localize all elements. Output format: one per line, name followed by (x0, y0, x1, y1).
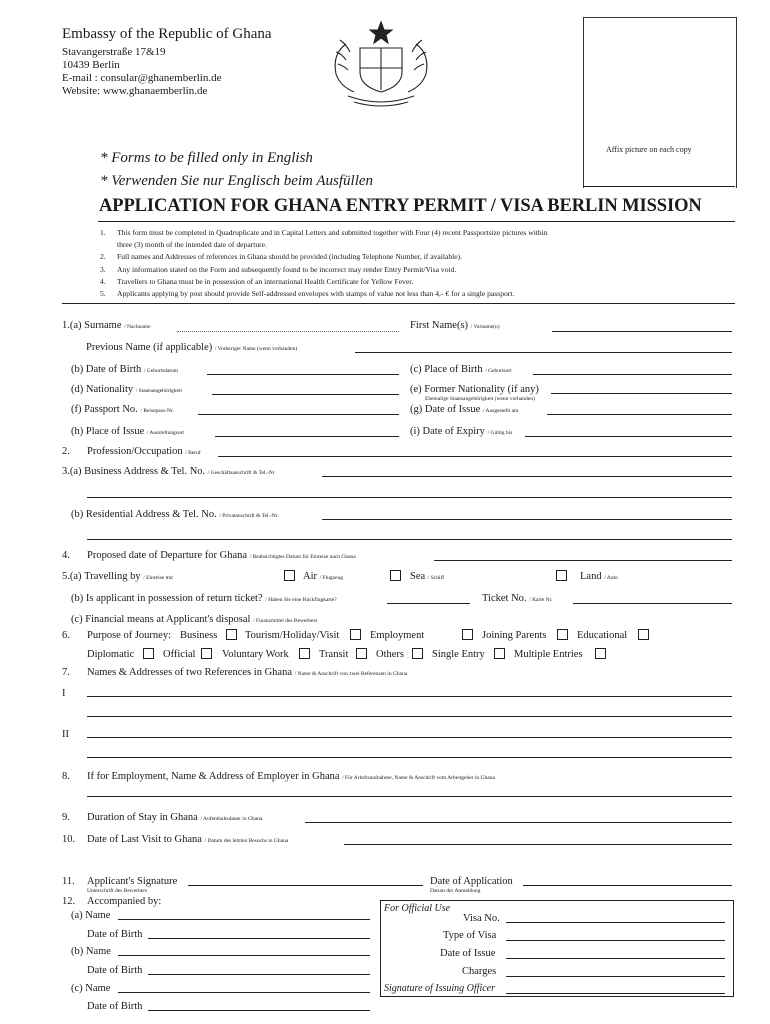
dob-field[interactable] (207, 374, 399, 375)
nationality-field[interactable] (212, 394, 399, 395)
accompanied-b-name-label: (b) Name (71, 946, 111, 957)
first-name-field[interactable] (552, 331, 732, 332)
embassy-street: Stavangerstraße 17&19 (62, 46, 166, 58)
single-entry-checkbox[interactable] (494, 648, 505, 659)
q5b-label: (b) Is applicant in possession of return ticket? / Haben Sie eine Rückflugkarte? (71, 593, 337, 604)
reference-1-label: I (62, 688, 66, 699)
instruction-number: 3. (100, 264, 106, 274)
others-checkbox[interactable] (412, 648, 423, 659)
embassy-name: Embassy of the Republic of Ghana (62, 26, 272, 42)
sea-checkbox[interactable] (390, 570, 401, 581)
date-issue-field[interactable] (547, 414, 732, 415)
q5a-label: 5.(a) Travelling by / Einreise mit (62, 571, 173, 582)
business-address-field[interactable] (322, 476, 732, 477)
q2-label: 2. Profession/Occupation / Beruf (62, 446, 201, 457)
place-issue-label: (h) Place of Issue / Ausstellungsort (71, 426, 184, 437)
expiry-field[interactable] (525, 436, 732, 437)
accompanied-a-dob-label: Date of Birth (87, 929, 143, 940)
signature-field[interactable] (188, 885, 423, 886)
official-date-issue-label: Date of Issue (440, 948, 496, 959)
q3b-label: (b) Residential Address & Tel. No. / Privatanschrift & Tel.-Nr. (71, 509, 279, 520)
embassy-email: E-mail : consular@ghanemberlin.de (62, 72, 222, 84)
business-checkbox[interactable] (226, 629, 237, 640)
date-application-de: Datum der Anmeldung (430, 888, 481, 894)
land-label: Land / Auto (580, 571, 618, 582)
issuing-officer-signature-field[interactable] (506, 993, 725, 994)
q9-label: 9. Duration of Stay in Ghana / Aufenthaltsdauer in Ghana (62, 812, 263, 823)
profession-field[interactable] (218, 456, 732, 457)
duration-field[interactable] (305, 822, 732, 823)
dob-label: (b) Date of Birth / Geburtsdatum (71, 364, 178, 375)
employment-checkbox[interactable] (462, 629, 473, 640)
air-checkbox[interactable] (284, 570, 295, 581)
first-name-label: First Name(s) / Vorname(n) (410, 320, 500, 331)
instructions-divider (62, 303, 735, 304)
ticket-no-label: Ticket No. / Karte Nr. (482, 593, 553, 604)
residential-address-field-2[interactable] (87, 539, 732, 540)
transit-checkbox[interactable] (356, 648, 367, 659)
accompanied-b-name-field[interactable] (118, 955, 370, 956)
purpose-diplomatic-label: Diplomatic (87, 649, 135, 660)
photo-box[interactable] (583, 17, 737, 188)
ticket-no-field[interactable] (573, 603, 732, 604)
ghana-coat-of-arms-icon (318, 18, 444, 110)
instruction-number: 2. (100, 252, 106, 262)
charges-label: Charges (462, 966, 497, 977)
purpose-single-entry-label: Single Entry (432, 649, 485, 660)
q11-label: 11. Applicant's Signature (62, 876, 178, 887)
q11-de: Unterschrift des Bewerbers (87, 888, 148, 894)
instruction-text: Any information stated on the Form and subsequently found to be incorrect may render Entry Permit/Visa void. (117, 264, 457, 274)
accompanied-b-dob-label: Date of Birth (87, 965, 143, 976)
q12-label: 12. Accompanied by: (62, 896, 162, 907)
land-checkbox[interactable] (556, 570, 567, 581)
reference-2-label: II (62, 729, 69, 740)
multiple-entries-checkbox[interactable] (595, 648, 606, 659)
instruction-number: 4. (100, 276, 106, 286)
previous-name-field[interactable] (355, 352, 732, 353)
instruction-text: This form must be completed in Quadruplicate and in Capital Letters and submitted together with Four (4) recent Passportsize pictures within (117, 228, 548, 237)
instruction-text: Full names and Addresses of references in Ghana should be provided (including Telephone Number, if available). (117, 252, 463, 262)
charges-field[interactable] (506, 976, 725, 977)
former-nationality-de: Ehemalige Staatsangehörigkeit (wenn vorhanden) (425, 396, 535, 402)
educational-checkbox[interactable] (638, 629, 649, 640)
visa-type-field[interactable] (506, 940, 725, 941)
q5c-label: (c) Financial means at Applicant's disposal / Finanzmittel des Bewerbers (71, 614, 318, 625)
visa-no-label: Visa No. (463, 913, 500, 924)
former-nationality-field[interactable] (551, 393, 732, 394)
purpose-business-label: Business (180, 630, 218, 641)
former-nationality-label: (e) Former Nationality (if any) (410, 384, 539, 395)
last-visit-field[interactable] (344, 844, 732, 845)
residential-address-field[interactable] (322, 519, 732, 520)
q1a-label: 1.(a) Surname / Nachname (62, 320, 151, 331)
accompanied-a-name-label: (a) Name (71, 910, 111, 921)
pob-field[interactable] (533, 374, 732, 375)
reference-1-field-2[interactable] (87, 716, 732, 717)
photo-caption: Affix picture on each copy (606, 145, 692, 154)
date-application-field[interactable] (523, 885, 732, 886)
purpose-tourism-label: Tourism/Holiday/Visit (245, 630, 340, 641)
passport-field[interactable] (198, 414, 399, 415)
purpose-voluntary-label: Voluntary Work (222, 649, 289, 660)
expiry-label: (i) Date of Expiry / Gültig bis (410, 426, 513, 437)
purpose-educational-label: Educational (577, 630, 628, 641)
q7-label: 7. Names & Addresses of two References in Ghana / Name & Anschrift von zwei Referenzen in Ghana (62, 667, 408, 678)
official-checkbox[interactable] (201, 648, 212, 659)
reference-2-field[interactable] (87, 737, 732, 738)
air-label: Air / Flugzeug (303, 571, 343, 582)
title-underline (98, 221, 735, 222)
purpose-transit-label: Transit (319, 649, 349, 660)
joining-parents-checkbox[interactable] (557, 629, 568, 640)
return-ticket-field[interactable] (387, 603, 470, 604)
place-issue-field[interactable] (215, 436, 399, 437)
reference-2-field-2[interactable] (87, 757, 732, 758)
purpose-joining-parents-label: Joining Parents (482, 630, 547, 641)
voluntary-work-checkbox[interactable] (299, 648, 310, 659)
instruction-text: Travellers to Ghana must be in possession of an international Health Certificate for Yellow Fever. (117, 276, 414, 286)
accompanied-c-name-label: (c) Name (71, 983, 111, 994)
purpose-official-label: Official (163, 649, 196, 660)
employer-field[interactable] (87, 796, 732, 797)
purpose-employment-label: Employment (370, 630, 425, 641)
visa-type-label: Type of Visa (443, 930, 497, 941)
date-issue-label: (g) Date of Issue / Ausgestellt am (410, 404, 519, 415)
nationality-label: (d) Nationality / Staatsangehörigkeit (71, 384, 183, 395)
accompanied-c-dob-field[interactable] (148, 1010, 370, 1011)
q6-label: 6. Purpose of Journey: (62, 630, 171, 641)
instruction-number: 1. (100, 228, 106, 237)
instruction-number: 5. (100, 289, 106, 299)
visa-no-field[interactable] (506, 922, 725, 923)
surname-field[interactable] (177, 331, 399, 332)
accompanied-c-dob-label: Date of Birth (87, 1001, 143, 1012)
purpose-others-label: Others (376, 649, 404, 660)
embassy-city: 10439 Berlin (62, 59, 120, 71)
photo-box-bottom (583, 186, 735, 187)
accompanied-c-name-field[interactable] (118, 992, 370, 993)
q10-label: 10. Date of Last Visit to Ghana / Datum des letzten Besuchs in Ghana (62, 834, 289, 845)
accompanied-b-dob-field[interactable] (148, 974, 370, 975)
departure-date-field[interactable] (434, 560, 732, 561)
q8-label: 8. If for Employment, Name & Address of Employer in Ghana / Für Arbeitsaufnahme, Name & Anschrift vom Arbeitgeber in Ghana (62, 771, 495, 782)
previous-name-label: Previous Name (if applicable) / Vorheriger Name (wenn vorhanden) (86, 342, 298, 353)
q4-label: 4. Proposed date of Departure for Ghana / Beabsichtigtes Datum für Einreise nach Ghana (62, 550, 356, 561)
passport-label: (f) Passport No. / Reisepass-Nr. (71, 404, 174, 415)
language-note-german: * Verwenden Sie nur Englisch beim Ausfüllen (100, 173, 374, 189)
diplomatic-checkbox[interactable] (143, 648, 154, 659)
embassy-website: Website: www.ghanaemberlin.de (62, 85, 208, 97)
official-use-title: For Official Use (384, 903, 451, 914)
page-title: APPLICATION FOR GHANA ENTRY PERMIT / VISA BERLIN MISSION (99, 196, 702, 216)
purpose-multiple-entries-label: Multiple Entries (514, 649, 583, 660)
instruction-text: Applicants applying by post should provide Self-addressed envelopes with stamps of value not less than 4,- € for a single passport. (117, 289, 515, 299)
instructions (100, 227, 548, 300)
reference-1-field[interactable] (87, 696, 732, 697)
official-date-issue-field[interactable] (506, 958, 725, 959)
accompanied-a-name-field[interactable] (118, 919, 370, 920)
sea-label: Sea / Schiff (410, 571, 445, 582)
tourism-checkbox[interactable] (350, 629, 361, 640)
language-note-english: * Forms to be filled only in English (100, 150, 313, 166)
pob-label: (c) Place of Birth / Geburtsort (410, 364, 512, 375)
accompanied-a-dob-field[interactable] (148, 938, 370, 939)
business-address-field-2[interactable] (87, 497, 732, 498)
issuing-officer-signature-label: Signature of Issuing Officer (384, 983, 496, 994)
instruction-text: three (3) month of the intended date of departure. (117, 240, 267, 250)
date-application-label: Date of Application (430, 876, 513, 887)
q3a-label: 3.(a) Business Address & Tel. No. / Geschäftsanschrift & Tel.-Nr (62, 466, 275, 477)
